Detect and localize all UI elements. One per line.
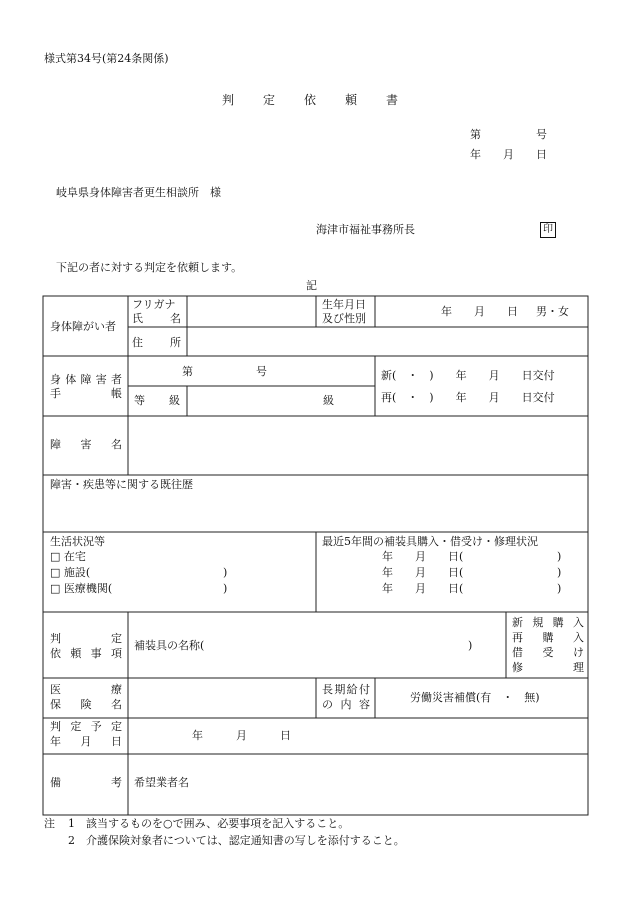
techo-number-go: 号 [256, 365, 267, 378]
address-label: 住 所 [132, 336, 181, 349]
remarks-label: 備 考 [50, 776, 122, 789]
equipment-history-close: ) [557, 566, 562, 579]
note-2-text: 介護保険対象者については、認定通知書の写しを添付すること。 [86, 834, 405, 847]
birth-label-2: 及び性別 [322, 312, 366, 325]
techo-label-row2: 手 帳 [50, 387, 122, 400]
request-type-new[interactable]: 新 規 購 入 [512, 616, 584, 629]
rosai-selector[interactable]: 労働災害補償(有 ・ 無) [410, 691, 540, 704]
document-date: 年 月 日 [470, 148, 547, 161]
document-number: 第 号 [470, 128, 547, 141]
living-option-facility[interactable]: □ 施設( [50, 566, 91, 579]
note-1-text: 該当するものを○で囲み、必要事項を記入すること。 [86, 817, 350, 830]
disability-name-label: 障 害 名 [50, 438, 122, 451]
insurance-label-row2: 保 険 名 [50, 698, 122, 711]
form-title: 判 定 依 頼 書 [222, 93, 398, 107]
request-label-row2: 依 頼 事 項 [50, 647, 122, 660]
schedule-date[interactable]: 年 月 日 [192, 729, 291, 742]
request-label-row1: 判 定 [50, 632, 122, 645]
grade-suffix: 級 [323, 394, 334, 407]
living-facility-close: ) [223, 566, 228, 579]
device-name-close: ) [468, 639, 473, 652]
equipment-history-close: ) [557, 550, 562, 563]
disability-name-field[interactable] [132, 420, 584, 470]
device-name-label[interactable]: 補装具の名称( [134, 639, 205, 652]
grade-label: 等 級 [134, 394, 180, 407]
form-number: 様式第34号(第24条関係) [44, 52, 169, 65]
living-option-home[interactable]: □ 在宅 [50, 550, 86, 563]
gender-selector[interactable]: 男・女 [536, 305, 569, 318]
equipment-history-row[interactable]: 年 月 日( [382, 550, 464, 563]
request-type-repurchase[interactable]: 再 購 入 [512, 631, 584, 644]
equipment-history-row[interactable]: 年 月 日( [382, 566, 464, 579]
notes-prefix: 注 [44, 817, 55, 830]
name-field[interactable] [188, 302, 314, 324]
insurance-label-row1: 医 療 [50, 683, 122, 696]
equipment-history-row[interactable]: 年 月 日( [382, 582, 464, 595]
birth-label-1: 生年月日 [322, 298, 366, 311]
equipment-history-close: ) [557, 582, 562, 595]
schedule-label-row2: 年 月 日 [50, 735, 122, 748]
note-1-number: 1 [68, 817, 75, 830]
longterm-label-row1: 長 期 給 付 [322, 683, 370, 696]
request-type-repair[interactable]: 修 理 [512, 661, 584, 674]
name-label: 氏 名 [132, 312, 181, 325]
re-issue-date[interactable]: 再( ・ ) 年 月 日交付 [381, 391, 555, 404]
note-2-number: 2 [68, 834, 75, 847]
insurance-name-field[interactable] [132, 682, 312, 714]
person-label: 身体障がい者 [50, 320, 116, 333]
techo-number-dai: 第 [182, 365, 193, 378]
sender: 海津市福祉事務所長 [316, 223, 415, 236]
living-option-medical[interactable]: □ 医療機関( [50, 582, 113, 595]
history-field[interactable] [50, 494, 584, 528]
living-medical-close: ) [223, 582, 228, 595]
history-label: 障害・疾患等に関する既往歴 [50, 478, 193, 491]
addressee: 岐阜県身体障害者更生相談所 様 [56, 186, 221, 199]
schedule-label-row1: 判 定 予 定 [50, 720, 122, 733]
address-field[interactable] [190, 331, 586, 353]
longterm-label-row2: の 内 容 [322, 698, 370, 711]
equipment-history-title: 最近5年間の補装具購入・借受け・修理状況 [322, 535, 538, 548]
intro-text: 下記の者に対する判定を依頼します。 [56, 261, 243, 274]
ki-label: 記 [306, 279, 317, 292]
seal-stamp: 印 [540, 222, 556, 238]
living-label: 生活状況等 [50, 535, 105, 548]
new-issue-date[interactable]: 新( ・ ) 年 月 日交付 [381, 369, 555, 382]
preferred-vendor-label[interactable]: 希望業者名 [134, 776, 189, 789]
birth-date[interactable]: 年 月 日 [441, 305, 518, 318]
furigana-label: フリガナ [132, 298, 176, 311]
request-type-lease[interactable]: 借 受 け [512, 646, 584, 659]
techo-label-row1: 身 体 障 害 者 [50, 373, 122, 386]
